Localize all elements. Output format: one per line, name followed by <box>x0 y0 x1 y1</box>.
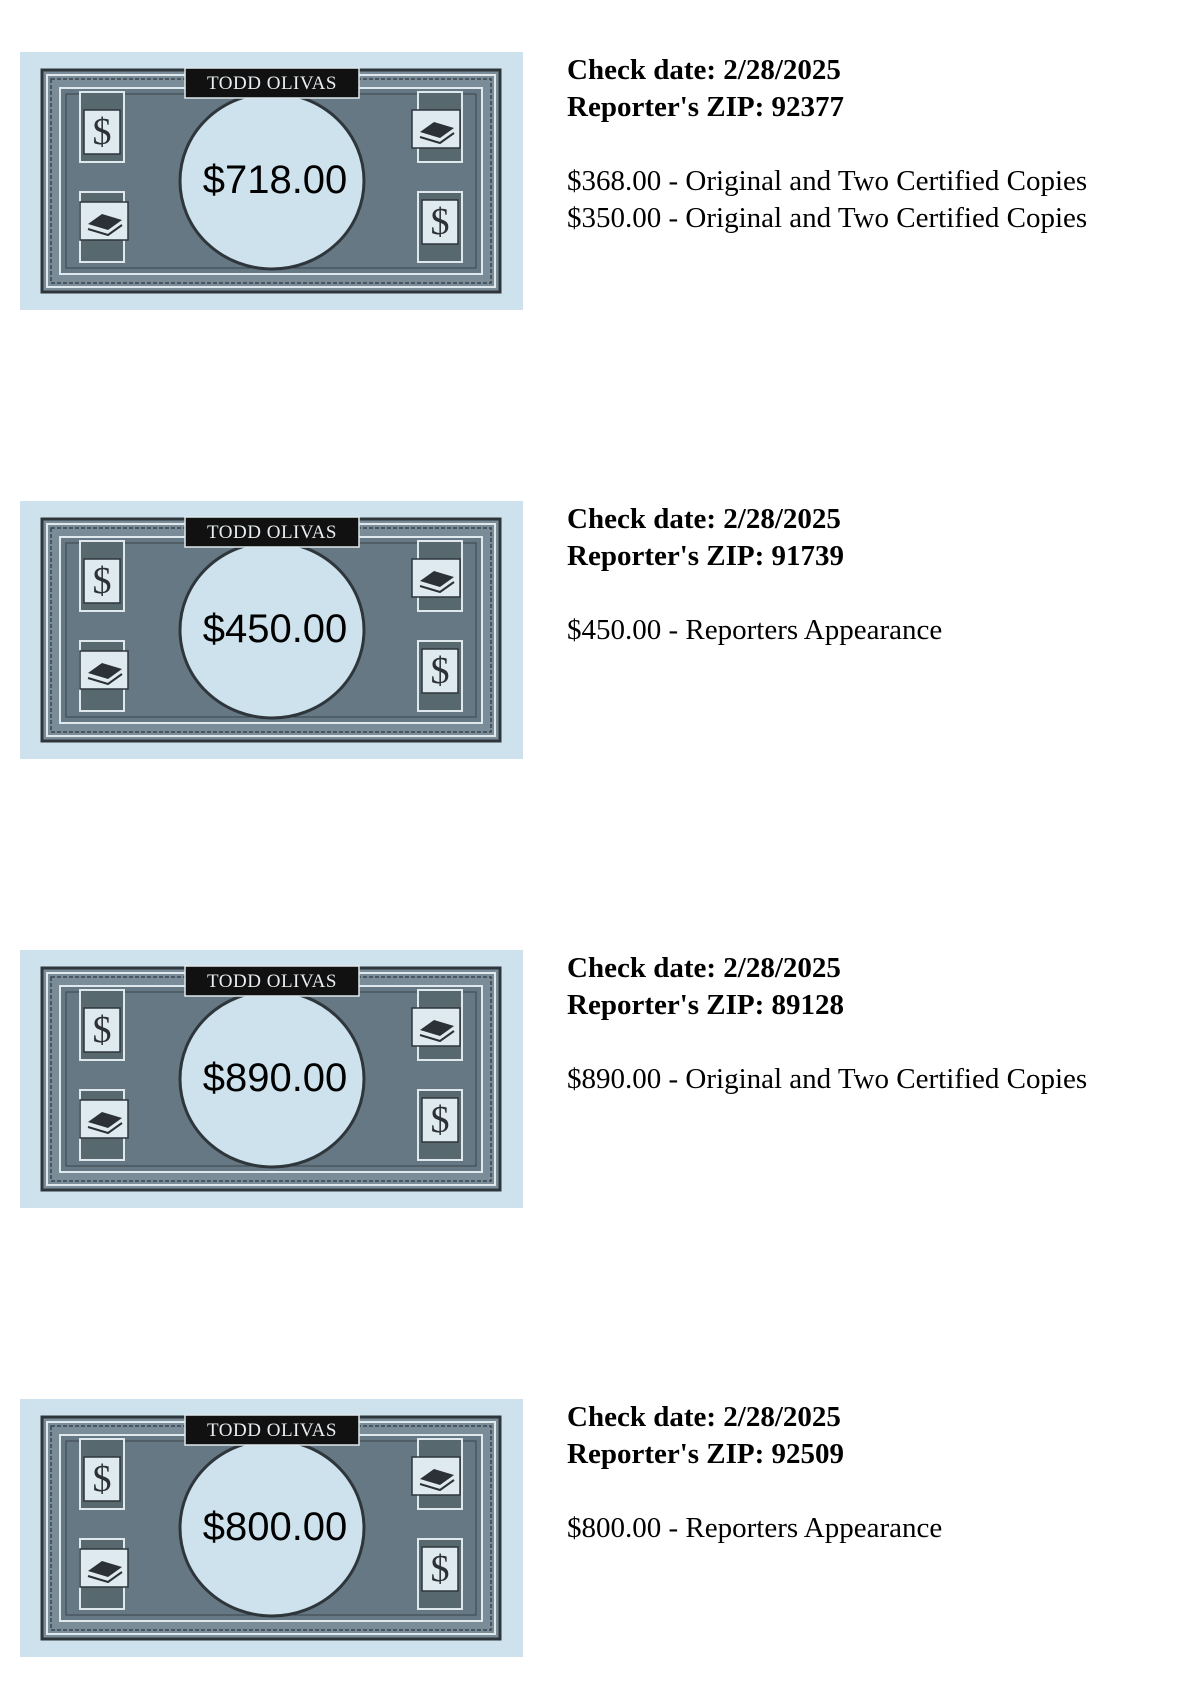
bill-payee-name: TODD OLIVAS <box>207 971 337 992</box>
dollar-sign-icon: $ <box>430 201 450 243</box>
check-info <box>567 950 1177 1098</box>
reporter-zip: Reporter's ZIP: 89128 <box>567 989 845 1021</box>
reporter-zip: Reporter's ZIP: 92509 <box>567 1438 845 1470</box>
check-date: Check date: 2/28/2025 <box>567 952 841 984</box>
bill-image <box>20 950 523 1208</box>
line-items <box>567 612 1177 649</box>
bill-amount: $800.00 <box>202 1505 348 1549</box>
line-items <box>567 163 1177 237</box>
bill-image <box>20 52 523 310</box>
line-item: $800.00 - Reporters Appearance <box>567 1512 943 1544</box>
bill-amount: $450.00 <box>202 607 348 651</box>
check-entry <box>20 501 1180 759</box>
line-item: $890.00 - Original and Two Certified Copies <box>567 1063 1088 1095</box>
check-entry <box>20 52 1180 310</box>
bill-amount: $718.00 <box>202 158 348 202</box>
check-date: Check date: 2/28/2025 <box>567 54 841 86</box>
line-items <box>567 1510 1177 1547</box>
dollar-sign-icon: $ <box>92 1458 112 1500</box>
check-info <box>567 52 1177 237</box>
reporter-zip: Reporter's ZIP: 91739 <box>567 540 845 572</box>
bill-payee-name: TODD OLIVAS <box>207 522 337 543</box>
dollar-sign-icon: $ <box>92 111 112 153</box>
dollar-sign-icon: $ <box>430 650 450 692</box>
bill-image <box>20 501 523 759</box>
bill-image <box>20 1399 523 1657</box>
dollar-sign-icon: $ <box>92 560 112 602</box>
check-info <box>567 1399 1177 1547</box>
line-item: $368.00 - Original and Two Certified Copies <box>567 165 1088 197</box>
check-entry <box>20 950 1180 1208</box>
check-info <box>567 501 1177 649</box>
check-date: Check date: 2/28/2025 <box>567 1401 841 1433</box>
check-date: Check date: 2/28/2025 <box>567 503 841 535</box>
line-item: $450.00 - Reporters Appearance <box>567 614 943 646</box>
line-items <box>567 1061 1177 1098</box>
dollar-sign-icon: $ <box>92 1009 112 1051</box>
reporter-zip: Reporter's ZIP: 92377 <box>567 91 845 123</box>
dollar-sign-icon: $ <box>430 1548 450 1590</box>
line-item: $350.00 - Original and Two Certified Copies <box>567 202 1088 234</box>
bill-amount: $890.00 <box>202 1056 348 1100</box>
check-entry <box>20 1399 1180 1657</box>
bill-payee-name: TODD OLIVAS <box>207 1420 337 1441</box>
dollar-sign-icon: $ <box>430 1099 450 1141</box>
bill-payee-name: TODD OLIVAS <box>207 73 337 94</box>
